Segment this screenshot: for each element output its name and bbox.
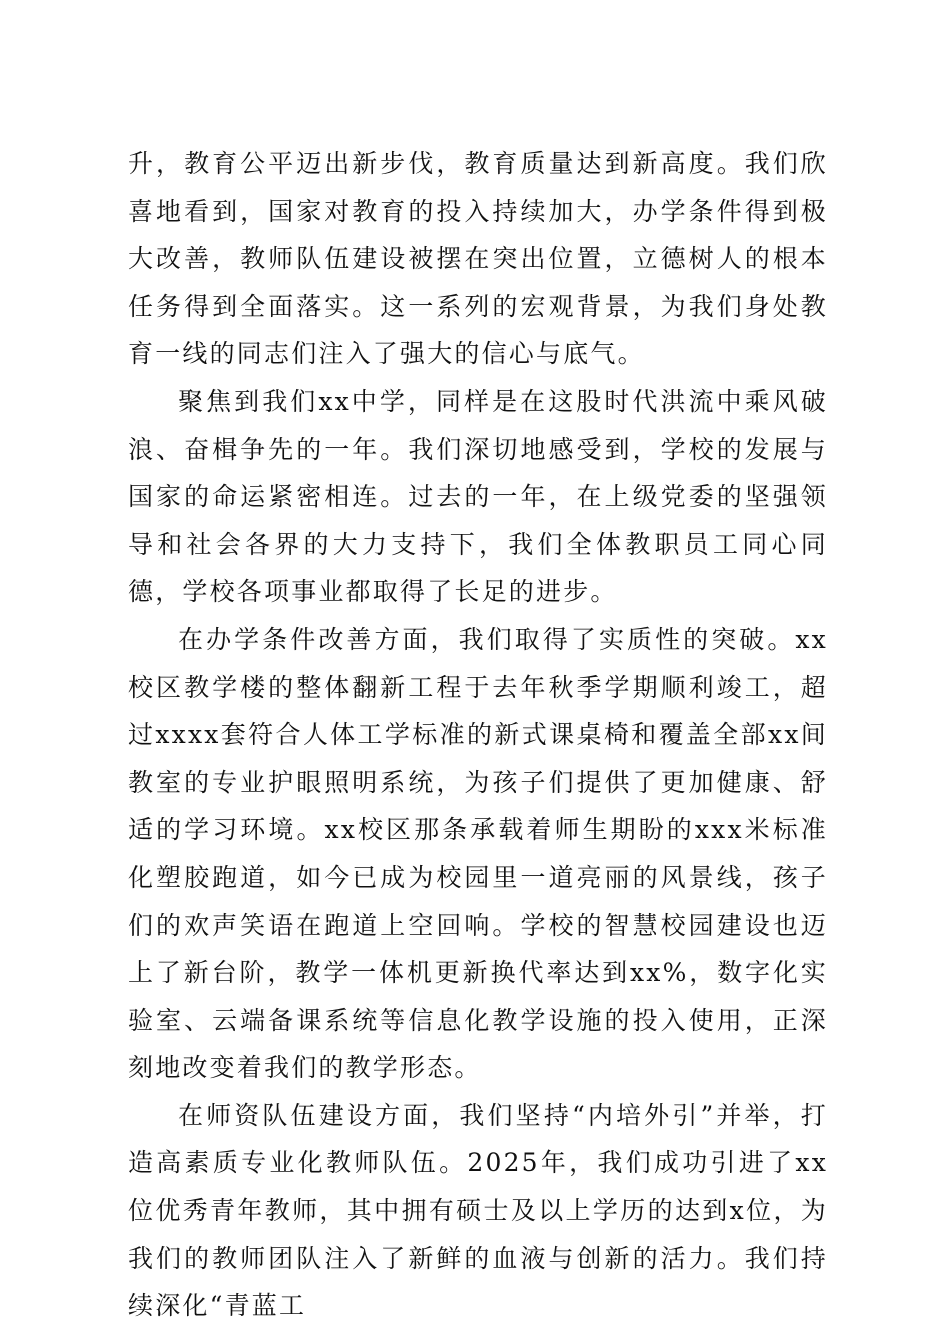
- paragraph-4: 在师资队伍建设方面，我们坚持“内培外引”并举，打造高素质专业化教师队伍。2025年，我们成功引进了xx位优秀青年教师，其中拥有硕士及以上学历的达到x位，为我们的教师团队注入了新鲜的血液与创新的活力。我们持续深化“青蓝工: [128, 1100, 828, 1321]
- paragraph-1: 升，教育公平迈出新步伐，教育质量达到新高度。我们欣喜地看到，国家对教育的投入持续加大，办学条件得到极大改善，教师队伍建设被摆在突出位置，立德树人的根本任务得到全面落实。这一系列的宏观背景，为我们身处教育一线的同志们注入了强大的信心与底气。: [128, 149, 828, 369]
- paragraph-3: 在办学条件改善方面，我们取得了实质性的突破。xx校区教学楼的整体翻新工程于去年秋季学期顺利竣工，超过xxxx套符合人体工学标准的新式课桌椅和覆盖全部xx间教室的专业护眼照明系统，为孩子们提供了更加健康、舒适的学习环境。xx校区那条承载着师生期盼的xxx米标准化塑胶跑道，如今已成为校园里一道亮丽的风景线，孩子们的欢声笑语在跑道上空回响。学校的智慧校园建设也迈上了新台阶，教学一体机更新换代率达到xx%，数字化实验室、云端备课系统等信息化教学设施的投入使用，正深刻地改变着我们的教学形态。: [128, 624, 828, 1083]
- body-text: [128, 140, 828, 1330]
- paragraph-2: 聚焦到我们xx中学，同样是在这股时代洪流中乘风破浪、奋楫争先的一年。我们深切地感受到，学校的发展与国家的命运紧密相连。过去的一年，在上级党委的坚强领导和社会各界的大力支持下，我们全体教职员工同心同德，学校各项事业都取得了长足的进步。: [128, 386, 828, 607]
